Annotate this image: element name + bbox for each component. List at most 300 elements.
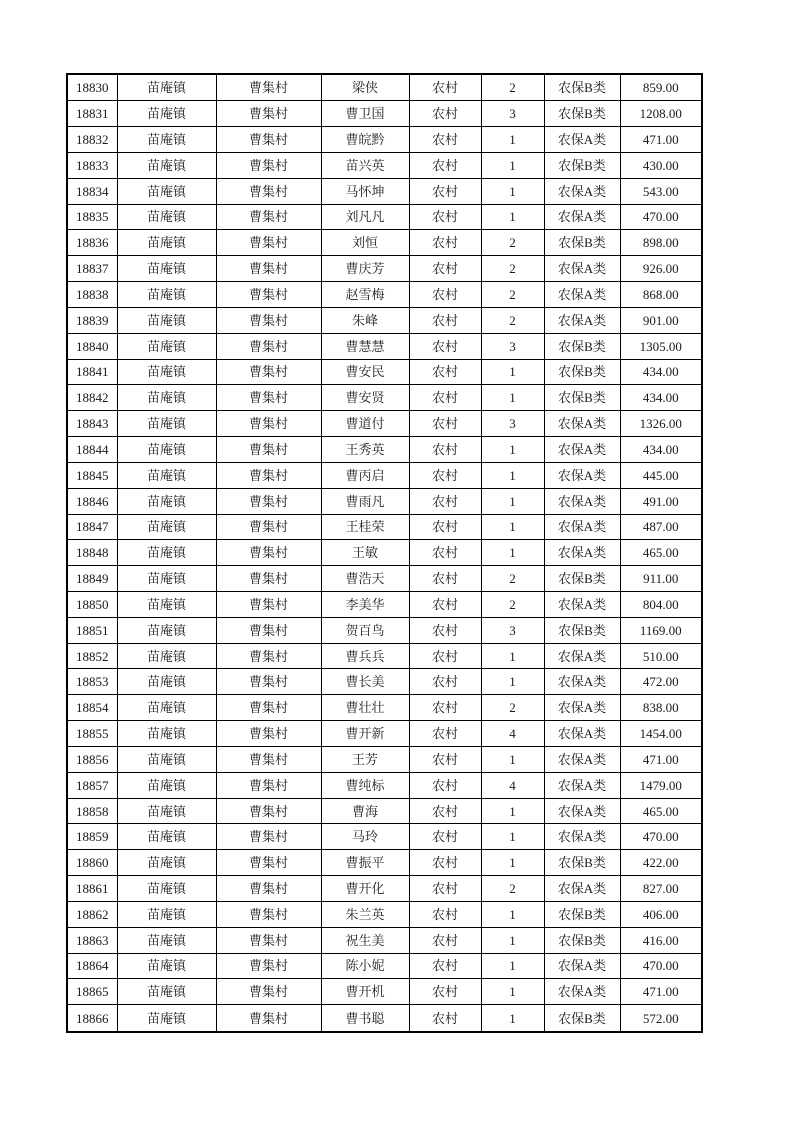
cell-amount: 430.00 bbox=[620, 152, 702, 178]
cell-record-id: 18850 bbox=[67, 591, 117, 617]
cell-amount: 471.00 bbox=[620, 979, 702, 1005]
cell-person-name: 曹丙启 bbox=[321, 462, 409, 488]
cell-town: 苗庵镇 bbox=[117, 514, 216, 540]
cell-residence-type: 农村 bbox=[409, 617, 481, 643]
cell-residence-type: 农村 bbox=[409, 643, 481, 669]
cell-residence-type: 农村 bbox=[409, 462, 481, 488]
cell-insurance-category: 农保B类 bbox=[544, 1005, 620, 1032]
cell-person-count: 1 bbox=[481, 385, 544, 411]
cell-town: 苗庵镇 bbox=[117, 927, 216, 953]
cell-record-id: 18832 bbox=[67, 127, 117, 153]
cell-amount: 804.00 bbox=[620, 591, 702, 617]
cell-record-id: 18839 bbox=[67, 307, 117, 333]
cell-village: 曹集村 bbox=[216, 127, 321, 153]
table-row bbox=[67, 591, 702, 617]
cell-amount: 434.00 bbox=[620, 385, 702, 411]
cell-village: 曹集村 bbox=[216, 152, 321, 178]
table-row bbox=[67, 876, 702, 902]
table-row bbox=[67, 901, 702, 927]
cell-residence-type: 农村 bbox=[409, 798, 481, 824]
cell-person-count: 1 bbox=[481, 953, 544, 979]
cell-amount: 416.00 bbox=[620, 927, 702, 953]
table-body bbox=[67, 74, 702, 1032]
cell-residence-type: 农村 bbox=[409, 876, 481, 902]
cell-record-id: 18865 bbox=[67, 979, 117, 1005]
cell-person-name: 曹安民 bbox=[321, 359, 409, 385]
cell-amount: 838.00 bbox=[620, 695, 702, 721]
cell-amount: 859.00 bbox=[620, 74, 702, 101]
cell-town: 苗庵镇 bbox=[117, 74, 216, 101]
cell-village: 曹集村 bbox=[216, 901, 321, 927]
cell-person-count: 1 bbox=[481, 850, 544, 876]
cell-insurance-category: 农保A类 bbox=[544, 282, 620, 308]
cell-person-name: 李美华 bbox=[321, 591, 409, 617]
cell-village: 曹集村 bbox=[216, 927, 321, 953]
cell-insurance-category: 农保A类 bbox=[544, 824, 620, 850]
cell-record-id: 18861 bbox=[67, 876, 117, 902]
cell-person-count: 2 bbox=[481, 282, 544, 308]
cell-village: 曹集村 bbox=[216, 282, 321, 308]
cell-insurance-category: 农保A类 bbox=[544, 204, 620, 230]
cell-person-name: 曹慧慧 bbox=[321, 333, 409, 359]
cell-town: 苗庵镇 bbox=[117, 876, 216, 902]
cell-town: 苗庵镇 bbox=[117, 411, 216, 437]
cell-residence-type: 农村 bbox=[409, 152, 481, 178]
cell-record-id: 18833 bbox=[67, 152, 117, 178]
cell-person-name: 王芳 bbox=[321, 746, 409, 772]
cell-person-count: 3 bbox=[481, 101, 544, 127]
cell-record-id: 18840 bbox=[67, 333, 117, 359]
cell-person-name: 刘恒 bbox=[321, 230, 409, 256]
cell-record-id: 18845 bbox=[67, 462, 117, 488]
cell-residence-type: 农村 bbox=[409, 901, 481, 927]
cell-residence-type: 农村 bbox=[409, 953, 481, 979]
cell-person-name: 曹壮壮 bbox=[321, 695, 409, 721]
cell-insurance-category: 农保B类 bbox=[544, 901, 620, 927]
cell-person-name: 曹海 bbox=[321, 798, 409, 824]
cell-town: 苗庵镇 bbox=[117, 617, 216, 643]
cell-record-id: 18853 bbox=[67, 669, 117, 695]
cell-person-count: 2 bbox=[481, 876, 544, 902]
cell-person-name: 祝生美 bbox=[321, 927, 409, 953]
cell-village: 曹集村 bbox=[216, 204, 321, 230]
cell-insurance-category: 农保B类 bbox=[544, 359, 620, 385]
cell-village: 曹集村 bbox=[216, 643, 321, 669]
cell-insurance-category: 农保A类 bbox=[544, 643, 620, 669]
cell-village: 曹集村 bbox=[216, 307, 321, 333]
cell-person-count: 1 bbox=[481, 152, 544, 178]
cell-insurance-category: 农保B类 bbox=[544, 927, 620, 953]
table-row bbox=[67, 695, 702, 721]
cell-village: 曹集村 bbox=[216, 101, 321, 127]
table-row bbox=[67, 617, 702, 643]
cell-insurance-category: 农保A类 bbox=[544, 876, 620, 902]
cell-record-id: 18863 bbox=[67, 927, 117, 953]
table-row bbox=[67, 152, 702, 178]
cell-person-name: 王敏 bbox=[321, 540, 409, 566]
cell-insurance-category: 农保B类 bbox=[544, 152, 620, 178]
cell-amount: 487.00 bbox=[620, 514, 702, 540]
cell-person-count: 1 bbox=[481, 979, 544, 1005]
cell-insurance-category: 农保A类 bbox=[544, 721, 620, 747]
table-row bbox=[67, 850, 702, 876]
cell-record-id: 18866 bbox=[67, 1005, 117, 1032]
cell-amount: 572.00 bbox=[620, 1005, 702, 1032]
cell-person-name: 曹浩天 bbox=[321, 566, 409, 592]
cell-person-name: 梁侠 bbox=[321, 74, 409, 101]
cell-person-name: 马玲 bbox=[321, 824, 409, 850]
cell-insurance-category: 农保B类 bbox=[544, 385, 620, 411]
cell-record-id: 18844 bbox=[67, 437, 117, 463]
cell-insurance-category: 农保A类 bbox=[544, 953, 620, 979]
cell-amount: 868.00 bbox=[620, 282, 702, 308]
cell-record-id: 18852 bbox=[67, 643, 117, 669]
cell-amount: 465.00 bbox=[620, 798, 702, 824]
table-row bbox=[67, 437, 702, 463]
cell-insurance-category: 农保A类 bbox=[544, 979, 620, 1005]
cell-residence-type: 农村 bbox=[409, 230, 481, 256]
cell-residence-type: 农村 bbox=[409, 488, 481, 514]
cell-village: 曹集村 bbox=[216, 514, 321, 540]
cell-person-count: 2 bbox=[481, 74, 544, 101]
table-row bbox=[67, 979, 702, 1005]
cell-insurance-category: 农保A类 bbox=[544, 514, 620, 540]
cell-residence-type: 农村 bbox=[409, 385, 481, 411]
cell-village: 曹集村 bbox=[216, 437, 321, 463]
table-row bbox=[67, 772, 702, 798]
cell-amount: 898.00 bbox=[620, 230, 702, 256]
cell-town: 苗庵镇 bbox=[117, 359, 216, 385]
cell-amount: 1326.00 bbox=[620, 411, 702, 437]
cell-record-id: 18858 bbox=[67, 798, 117, 824]
cell-town: 苗庵镇 bbox=[117, 772, 216, 798]
cell-village: 曹集村 bbox=[216, 824, 321, 850]
table-row bbox=[67, 669, 702, 695]
cell-village: 曹集村 bbox=[216, 695, 321, 721]
cell-record-id: 18862 bbox=[67, 901, 117, 927]
cell-amount: 926.00 bbox=[620, 256, 702, 282]
cell-residence-type: 农村 bbox=[409, 746, 481, 772]
cell-amount: 1169.00 bbox=[620, 617, 702, 643]
cell-person-name: 陈小妮 bbox=[321, 953, 409, 979]
cell-residence-type: 农村 bbox=[409, 514, 481, 540]
cell-person-count: 3 bbox=[481, 333, 544, 359]
cell-residence-type: 农村 bbox=[409, 282, 481, 308]
cell-town: 苗庵镇 bbox=[117, 282, 216, 308]
cell-village: 曹集村 bbox=[216, 979, 321, 1005]
cell-village: 曹集村 bbox=[216, 333, 321, 359]
cell-person-name: 刘凡凡 bbox=[321, 204, 409, 230]
cell-record-id: 18849 bbox=[67, 566, 117, 592]
cell-residence-type: 农村 bbox=[409, 669, 481, 695]
cell-record-id: 18854 bbox=[67, 695, 117, 721]
table-row bbox=[67, 462, 702, 488]
cell-residence-type: 农村 bbox=[409, 927, 481, 953]
cell-amount: 434.00 bbox=[620, 359, 702, 385]
table-row bbox=[67, 824, 702, 850]
cell-residence-type: 农村 bbox=[409, 74, 481, 101]
cell-residence-type: 农村 bbox=[409, 721, 481, 747]
table-row bbox=[67, 333, 702, 359]
cell-insurance-category: 农保A类 bbox=[544, 798, 620, 824]
cell-person-count: 1 bbox=[481, 540, 544, 566]
cell-town: 苗庵镇 bbox=[117, 127, 216, 153]
cell-person-count: 1 bbox=[481, 746, 544, 772]
cell-amount: 1454.00 bbox=[620, 721, 702, 747]
cell-town: 苗庵镇 bbox=[117, 643, 216, 669]
cell-record-id: 18834 bbox=[67, 178, 117, 204]
cell-village: 曹集村 bbox=[216, 1005, 321, 1032]
cell-residence-type: 农村 bbox=[409, 127, 481, 153]
cell-amount: 510.00 bbox=[620, 643, 702, 669]
insurance-records-table bbox=[66, 73, 703, 1033]
cell-village: 曹集村 bbox=[216, 462, 321, 488]
table-row bbox=[67, 411, 702, 437]
cell-town: 苗庵镇 bbox=[117, 488, 216, 514]
cell-person-name: 曹庆芳 bbox=[321, 256, 409, 282]
cell-record-id: 18843 bbox=[67, 411, 117, 437]
cell-residence-type: 农村 bbox=[409, 772, 481, 798]
cell-person-name: 曹开化 bbox=[321, 876, 409, 902]
cell-amount: 1208.00 bbox=[620, 101, 702, 127]
cell-person-name: 王秀英 bbox=[321, 437, 409, 463]
cell-person-count: 2 bbox=[481, 695, 544, 721]
table-row bbox=[67, 101, 702, 127]
table-row bbox=[67, 488, 702, 514]
cell-insurance-category: 农保A类 bbox=[544, 746, 620, 772]
cell-person-name: 马怀坤 bbox=[321, 178, 409, 204]
cell-village: 曹集村 bbox=[216, 591, 321, 617]
cell-insurance-category: 农保A类 bbox=[544, 772, 620, 798]
cell-amount: 1479.00 bbox=[620, 772, 702, 798]
table-row bbox=[67, 127, 702, 153]
cell-insurance-category: 农保B类 bbox=[544, 230, 620, 256]
cell-record-id: 18841 bbox=[67, 359, 117, 385]
cell-record-id: 18855 bbox=[67, 721, 117, 747]
cell-insurance-category: 农保B类 bbox=[544, 850, 620, 876]
cell-person-count: 1 bbox=[481, 824, 544, 850]
cell-record-id: 18856 bbox=[67, 746, 117, 772]
cell-insurance-category: 农保A类 bbox=[544, 591, 620, 617]
table-row bbox=[67, 74, 702, 101]
cell-village: 曹集村 bbox=[216, 488, 321, 514]
table-row bbox=[67, 230, 702, 256]
cell-person-name: 曹开机 bbox=[321, 979, 409, 1005]
table-row bbox=[67, 953, 702, 979]
cell-person-count: 1 bbox=[481, 178, 544, 204]
cell-town: 苗庵镇 bbox=[117, 101, 216, 127]
cell-person-name: 曹雨凡 bbox=[321, 488, 409, 514]
cell-record-id: 18836 bbox=[67, 230, 117, 256]
table-row bbox=[67, 307, 702, 333]
cell-residence-type: 农村 bbox=[409, 824, 481, 850]
cell-record-id: 18846 bbox=[67, 488, 117, 514]
cell-amount: 543.00 bbox=[620, 178, 702, 204]
cell-person-name: 曹兵兵 bbox=[321, 643, 409, 669]
cell-village: 曹集村 bbox=[216, 178, 321, 204]
cell-person-count: 1 bbox=[481, 488, 544, 514]
cell-person-count: 1 bbox=[481, 359, 544, 385]
cell-person-count: 2 bbox=[481, 307, 544, 333]
cell-amount: 911.00 bbox=[620, 566, 702, 592]
cell-village: 曹集村 bbox=[216, 798, 321, 824]
cell-village: 曹集村 bbox=[216, 256, 321, 282]
cell-insurance-category: 农保A类 bbox=[544, 127, 620, 153]
table-row bbox=[67, 927, 702, 953]
cell-town: 苗庵镇 bbox=[117, 540, 216, 566]
cell-village: 曹集村 bbox=[216, 359, 321, 385]
cell-village: 曹集村 bbox=[216, 772, 321, 798]
cell-amount: 470.00 bbox=[620, 204, 702, 230]
cell-person-count: 1 bbox=[481, 798, 544, 824]
cell-village: 曹集村 bbox=[216, 411, 321, 437]
cell-person-name: 曹书聪 bbox=[321, 1005, 409, 1032]
cell-town: 苗庵镇 bbox=[117, 178, 216, 204]
cell-person-count: 2 bbox=[481, 566, 544, 592]
cell-record-id: 18848 bbox=[67, 540, 117, 566]
cell-village: 曹集村 bbox=[216, 540, 321, 566]
cell-amount: 422.00 bbox=[620, 850, 702, 876]
cell-record-id: 18835 bbox=[67, 204, 117, 230]
cell-amount: 470.00 bbox=[620, 824, 702, 850]
cell-amount: 472.00 bbox=[620, 669, 702, 695]
cell-residence-type: 农村 bbox=[409, 540, 481, 566]
cell-person-count: 1 bbox=[481, 927, 544, 953]
cell-person-name: 曹卫国 bbox=[321, 101, 409, 127]
table-row bbox=[67, 282, 702, 308]
cell-person-count: 1 bbox=[481, 901, 544, 927]
cell-residence-type: 农村 bbox=[409, 591, 481, 617]
cell-insurance-category: 农保B类 bbox=[544, 566, 620, 592]
cell-person-count: 1 bbox=[481, 437, 544, 463]
cell-person-name: 曹纯标 bbox=[321, 772, 409, 798]
cell-village: 曹集村 bbox=[216, 876, 321, 902]
cell-village: 曹集村 bbox=[216, 617, 321, 643]
cell-amount: 465.00 bbox=[620, 540, 702, 566]
cell-record-id: 18837 bbox=[67, 256, 117, 282]
cell-town: 苗庵镇 bbox=[117, 1005, 216, 1032]
cell-town: 苗庵镇 bbox=[117, 333, 216, 359]
cell-amount: 445.00 bbox=[620, 462, 702, 488]
cell-amount: 406.00 bbox=[620, 901, 702, 927]
cell-residence-type: 农村 bbox=[409, 437, 481, 463]
cell-insurance-category: 农保A类 bbox=[544, 411, 620, 437]
cell-person-count: 1 bbox=[481, 462, 544, 488]
table-row bbox=[67, 746, 702, 772]
cell-insurance-category: 农保A类 bbox=[544, 256, 620, 282]
cell-insurance-category: 农保A类 bbox=[544, 178, 620, 204]
cell-insurance-category: 农保B类 bbox=[544, 74, 620, 101]
cell-village: 曹集村 bbox=[216, 953, 321, 979]
cell-amount: 470.00 bbox=[620, 953, 702, 979]
cell-town: 苗庵镇 bbox=[117, 437, 216, 463]
cell-village: 曹集村 bbox=[216, 850, 321, 876]
cell-residence-type: 农村 bbox=[409, 307, 481, 333]
cell-residence-type: 农村 bbox=[409, 101, 481, 127]
cell-insurance-category: 农保A类 bbox=[544, 540, 620, 566]
table-row bbox=[67, 1005, 702, 1032]
cell-person-name: 贺百鸟 bbox=[321, 617, 409, 643]
cell-amount: 471.00 bbox=[620, 746, 702, 772]
cell-person-count: 1 bbox=[481, 204, 544, 230]
cell-insurance-category: 农保B类 bbox=[544, 333, 620, 359]
cell-town: 苗庵镇 bbox=[117, 721, 216, 747]
cell-insurance-category: 农保A类 bbox=[544, 488, 620, 514]
cell-town: 苗庵镇 bbox=[117, 901, 216, 927]
cell-record-id: 18851 bbox=[67, 617, 117, 643]
cell-person-count: 1 bbox=[481, 127, 544, 153]
cell-village: 曹集村 bbox=[216, 721, 321, 747]
cell-person-name: 曹振平 bbox=[321, 850, 409, 876]
cell-record-id: 18860 bbox=[67, 850, 117, 876]
cell-person-name: 赵雪梅 bbox=[321, 282, 409, 308]
cell-person-name: 苗兴英 bbox=[321, 152, 409, 178]
cell-amount: 827.00 bbox=[620, 876, 702, 902]
cell-village: 曹集村 bbox=[216, 669, 321, 695]
cell-person-count: 1 bbox=[481, 1005, 544, 1032]
cell-record-id: 18859 bbox=[67, 824, 117, 850]
table-row bbox=[67, 204, 702, 230]
cell-village: 曹集村 bbox=[216, 385, 321, 411]
cell-person-name: 曹道付 bbox=[321, 411, 409, 437]
cell-amount: 471.00 bbox=[620, 127, 702, 153]
cell-amount: 901.00 bbox=[620, 307, 702, 333]
cell-village: 曹集村 bbox=[216, 746, 321, 772]
cell-person-name: 曹安贤 bbox=[321, 385, 409, 411]
table-row bbox=[67, 514, 702, 540]
cell-residence-type: 农村 bbox=[409, 566, 481, 592]
cell-town: 苗庵镇 bbox=[117, 953, 216, 979]
cell-insurance-category: 农保A类 bbox=[544, 462, 620, 488]
cell-town: 苗庵镇 bbox=[117, 669, 216, 695]
cell-village: 曹集村 bbox=[216, 74, 321, 101]
cell-person-count: 1 bbox=[481, 514, 544, 540]
cell-person-name: 曹皖黔 bbox=[321, 127, 409, 153]
cell-record-id: 18838 bbox=[67, 282, 117, 308]
cell-person-count: 2 bbox=[481, 591, 544, 617]
cell-person-count: 1 bbox=[481, 643, 544, 669]
table-row bbox=[67, 385, 702, 411]
cell-person-count: 4 bbox=[481, 721, 544, 747]
cell-residence-type: 农村 bbox=[409, 204, 481, 230]
cell-town: 苗庵镇 bbox=[117, 566, 216, 592]
cell-record-id: 18864 bbox=[67, 953, 117, 979]
cell-person-count: 1 bbox=[481, 669, 544, 695]
cell-town: 苗庵镇 bbox=[117, 746, 216, 772]
cell-insurance-category: 农保B类 bbox=[544, 101, 620, 127]
table-row bbox=[67, 540, 702, 566]
cell-record-id: 18830 bbox=[67, 74, 117, 101]
cell-residence-type: 农村 bbox=[409, 256, 481, 282]
cell-town: 苗庵镇 bbox=[117, 385, 216, 411]
table-row bbox=[67, 256, 702, 282]
table-row bbox=[67, 643, 702, 669]
cell-town: 苗庵镇 bbox=[117, 979, 216, 1005]
cell-insurance-category: 农保B类 bbox=[544, 617, 620, 643]
cell-insurance-category: 农保A类 bbox=[544, 307, 620, 333]
cell-person-count: 2 bbox=[481, 230, 544, 256]
cell-residence-type: 农村 bbox=[409, 411, 481, 437]
cell-village: 曹集村 bbox=[216, 566, 321, 592]
cell-town: 苗庵镇 bbox=[117, 307, 216, 333]
cell-town: 苗庵镇 bbox=[117, 256, 216, 282]
cell-town: 苗庵镇 bbox=[117, 462, 216, 488]
table-row bbox=[67, 178, 702, 204]
cell-town: 苗庵镇 bbox=[117, 230, 216, 256]
table-row bbox=[67, 359, 702, 385]
cell-town: 苗庵镇 bbox=[117, 152, 216, 178]
cell-residence-type: 农村 bbox=[409, 979, 481, 1005]
